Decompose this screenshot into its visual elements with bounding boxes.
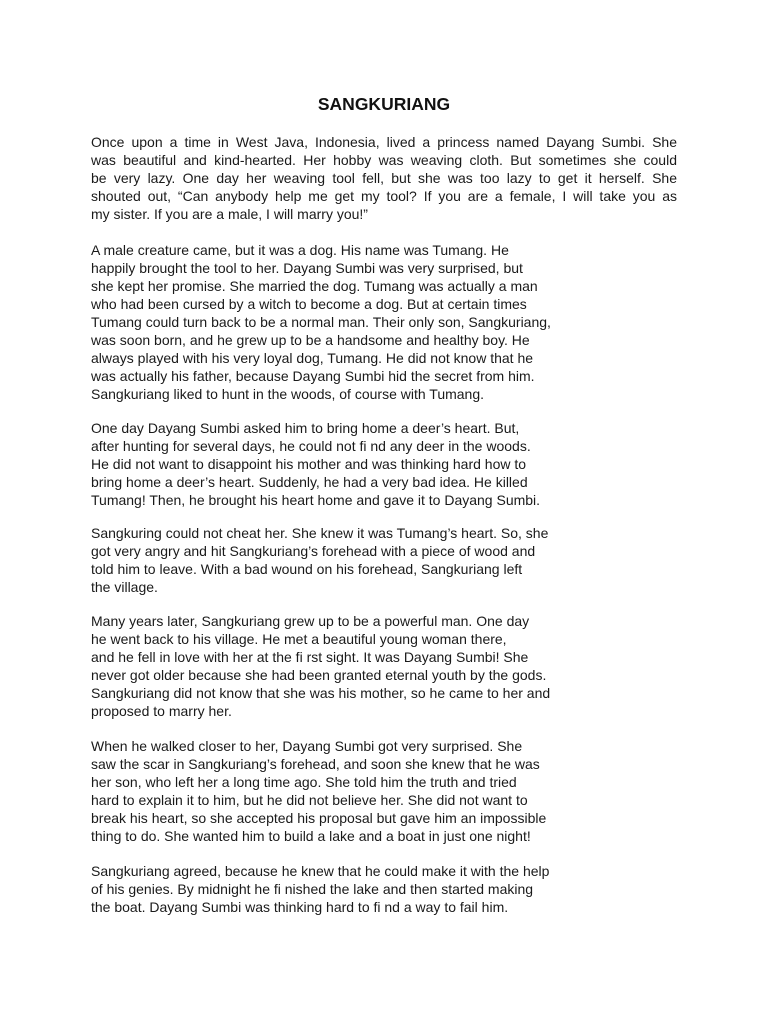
- text-line: Many years later, Sangkuriang grew up to be a powerful man. One day: [91, 613, 530, 629]
- text-line: happily brought the tool to her. Dayang Sumbi was very surprised, but: [91, 260, 523, 276]
- paragraph-5: [91, 612, 550, 720]
- text-line: my sister. If you are a male, I will marry you!”: [91, 206, 368, 222]
- paragraph-2: [91, 241, 551, 403]
- text-line: When he walked closer to her, Dayang Sumbi got very surprised. She: [91, 738, 523, 754]
- text-line: the village.: [91, 579, 158, 595]
- text-line: was beautiful and kind-hearted. Her hobby was weaving cloth. But sometimes she could: [91, 152, 677, 168]
- text-line: A male creature came, but it was a dog. His name was Tumang. He: [91, 242, 509, 258]
- text-line: hard to explain it to him, but he did not believe her. She did not want to: [91, 792, 528, 808]
- paragraph-4: [91, 524, 548, 596]
- paragraph-3: [91, 419, 540, 509]
- text-line: she kept her promise. She married the dog. Tumang was actually a man: [91, 278, 538, 294]
- text-line: was soon born, and he grew up to be a handsome and healthy boy. He: [91, 332, 530, 348]
- text-line: he went back to his village. He met a beautiful young woman there,: [91, 631, 507, 647]
- paragraph-7: [91, 862, 549, 916]
- text-line: of his genies. By midnight he fi nished the lake and then started making: [91, 881, 534, 897]
- text-line: saw the scar in Sangkuriang’s forehead, and soon she knew that he was: [91, 756, 540, 772]
- text-line: always played with his very loyal dog, Tumang. He did not know that he: [91, 350, 534, 366]
- text-line: He did not want to disappoint his mother and was thinking hard how to: [91, 456, 527, 472]
- text-line: got very angry and hit Sangkuriang’s forehead with a piece of wood and: [91, 543, 536, 559]
- text-line: was actually his father, because Dayang Sumbi hid the secret from him.: [91, 368, 535, 384]
- text-line: Sangkuriang agreed, because he knew that he could make it with the help: [91, 863, 550, 879]
- text-line: her son, who left her a long time ago. She told him the truth and tried: [91, 774, 517, 790]
- text-line: thing to do. She wanted him to build a lake and a boat in just one night!: [91, 828, 531, 844]
- text-line: after hunting for several days, he could not fi nd any deer in the woods.: [91, 438, 531, 454]
- text-line: shouted out, “Can anybody help me get my tool? If you are a female, I will take you as: [91, 188, 677, 204]
- text-line: proposed to marry her.: [91, 703, 232, 719]
- text-line: who had been cursed by a witch to become a dog. But at certain times: [91, 296, 527, 312]
- text-line: never got older because she had been granted eternal youth by the gods.: [91, 667, 547, 683]
- text-line: Sangkuring could not cheat her. She knew it was Tumang’s heart. So, she: [91, 525, 549, 541]
- text-line: be very lazy. One day her weaving tool fell, but she was too lazy to get it herself. She: [91, 170, 677, 186]
- text-line: the boat. Dayang Sumbi was thinking hard to fi nd a way to fail him.: [91, 899, 509, 915]
- text-line: Sangkuriang did not know that she was his mother, so he came to her and: [91, 685, 551, 701]
- text-line: Tumang! Then, he brought his heart home and gave it to Dayang Sumbi.: [91, 492, 541, 508]
- text-line: break his heart, so she accepted his proposal but gave him an impossible: [91, 810, 547, 826]
- text-line: Sangkuriang liked to hunt in the woods, of course with Tumang.: [91, 386, 485, 402]
- page-title: SANGKURIANG: [317, 94, 451, 114]
- paragraph-6: [91, 737, 546, 845]
- text-line: bring home a deer’s heart. Suddenly, he had a very bad idea. He killed: [91, 474, 528, 490]
- text-line: and he fell in love with her at the fi rst sight. It was Dayang Sumbi! She: [91, 649, 529, 665]
- text-line: Tumang could turn back to be a normal man. Their only son, Sangkuriang,: [91, 314, 551, 330]
- text-line: One day Dayang Sumbi asked him to bring home a deer’s heart. But,: [91, 420, 520, 436]
- text-line: Once upon a time in West Java, Indonesia, lived a princess named Dayang Sumbi. She: [91, 134, 677, 150]
- paragraph-1: [91, 133, 677, 223]
- text-line: told him to leave. With a bad wound on his forehead, Sangkuriang left: [91, 561, 523, 577]
